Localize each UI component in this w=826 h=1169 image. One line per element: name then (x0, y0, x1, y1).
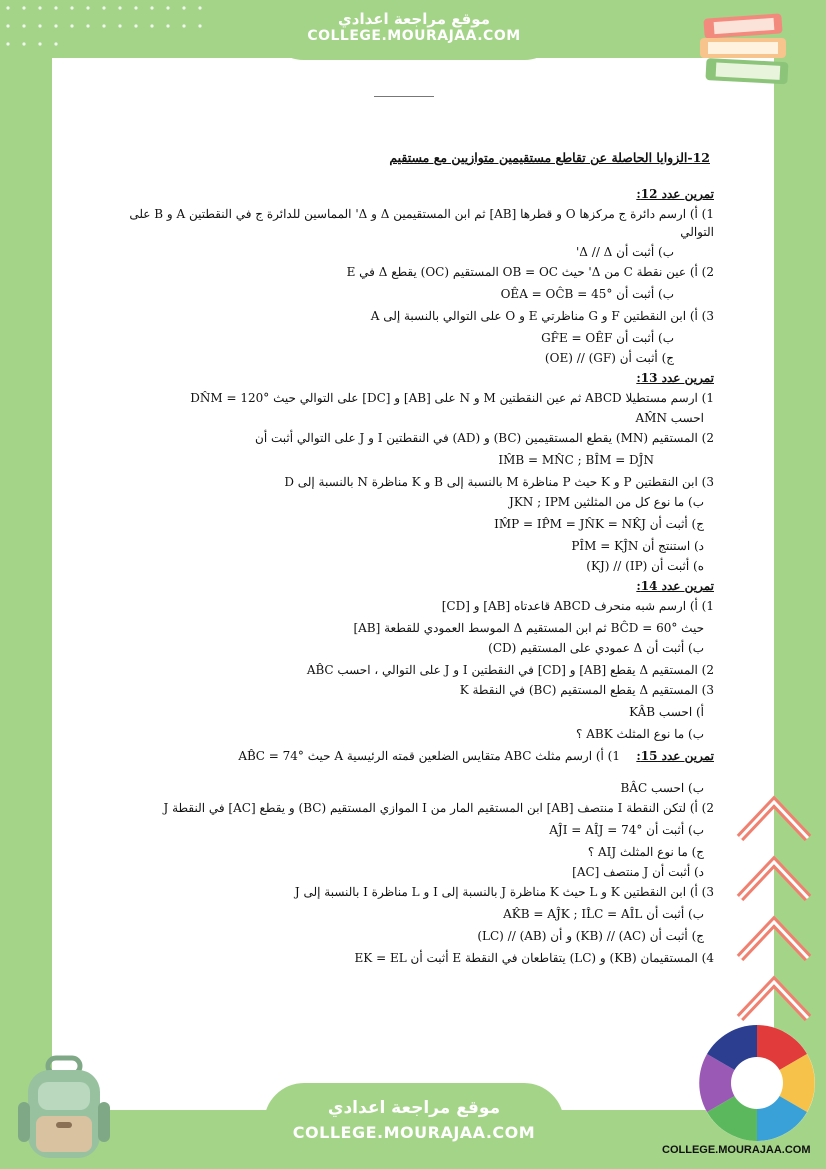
ex14-line: ب) أثبت أن Δ عمودي على المستقيم (CD) (488, 641, 704, 655)
scan-rule (374, 96, 434, 97)
ex12-line: ج) أثبت أن (GF) // (OE) (544, 351, 674, 365)
ex13-line: 2) المستقيم (MN) يقطع المستقيمين (BC) و (AD) في النقطتين I و J على التوالي أثبت أن (255, 431, 714, 445)
ex15-line: د) أثبت أن J منتصف [AC] (572, 865, 704, 879)
logo-url: COLLEGE.MOURAJAA.COM (662, 1144, 811, 1156)
exercise-15-title: تمرين عدد 15: (636, 749, 714, 763)
exercise-13-title: تمرين عدد 13: (636, 371, 714, 385)
ex12-line: 2) أ) عين نقطة C من Δ' حيث OB = OC المستقيم (OC) يقطع Δ في E (346, 265, 714, 279)
ex14-line: 2) المستقيم Δ يقطع [AB] و [CD] في النقطتين I و J على التوالي ، احسب AB̂C (306, 663, 714, 677)
ex13-line: ج) أثبت أن IM̂P = IP̂M = JN̂K = NK̂J (494, 517, 704, 531)
backpack-icon (12, 1052, 116, 1164)
site-url[interactable]: COLLEGE.MOURAJAA.COM (292, 1123, 536, 1142)
books-icon (694, 8, 804, 94)
ex14-line: حيث BĈD = 60° ثم ابن المستقيم Δ الموسط العمودي للقطعة [AB] (353, 621, 704, 635)
exercise-12-title: تمرين عدد 12: (636, 187, 714, 201)
ex15-line: 1) أ) ارسم مثلث ABC متقايس الضلعين قمته الرئيسية A حيث AB̂C = 74° (238, 749, 620, 763)
site-name-ar: موقع مراجعة اعدادي (338, 10, 490, 28)
ex15-line: 2) أ) لتكن النقطة I منتصف [AB] ابن المستقيم المار من I الموازي المستقيم (BC) و يقطع [AC] في النقطة J (163, 801, 714, 815)
ex14-line: أ) احسب KÂB (629, 705, 704, 719)
ex14-line: 3) المستقيم Δ يقطع المستقيم (BC) في النقطة K (459, 683, 714, 697)
chevron-up-icon (734, 790, 814, 1050)
ex14-line: 1) أ) ارسم شبه منحرف ABCD قاعدتاه [AB] و [CD] (441, 599, 714, 613)
ex13-line: ه) أثبت أن (IP) // (KJ) (586, 559, 704, 573)
ex12-line: التوالي (680, 225, 714, 239)
dot-pattern (4, 4, 204, 52)
ex15-line: 3) أ) ابن النقطتين K و L حيث K مناظرة J بالنسبة إلى I و L مناظرة I بالنسبة إلى J (294, 885, 714, 899)
ex12-line: 3) أ) ابن النقطتين F و G مناظرتي E و O على التوالي بالنسبة إلى A (370, 309, 714, 323)
exercise-sheet (94, 88, 714, 978)
ex13-line: ب) ما نوع كل من المثلثين JKN ; IPM (509, 495, 704, 509)
site-name-ar: موقع مراجعة اعدادي (327, 1098, 501, 1118)
section-title: 12-الزوايا الحاصلة عن تقاطع مستقيمين متوازيين مع مستقيم (389, 150, 710, 165)
site-logo-wheel-icon (696, 1022, 818, 1144)
header-banner (264, 0, 564, 60)
ex15-line: ب) أثبت أن AK̂B = AĴK ; IL̂C = AÎL (503, 907, 704, 921)
ex12-line: ب) أثبت أن OÊA = OĈB = 45° (500, 287, 674, 301)
ex13-line: 3) ابن النقطتين P و K حيث P مناظرة M بالنسبة إلى B و K مناظرة N بالنسبة إلى D (284, 475, 714, 489)
ex15-line: 4) المستقيمان (KB) و (LC) يتقاطعان في النقطة E أثبت أن EK = EL (354, 951, 714, 965)
ex13-line: 1) ارسم مستطيلا ABCD ثم عين النقطتين M و N على [AB] و [DC] على التوالي حيث DN̂M = 120° (190, 391, 714, 405)
ex14-line: ب) ما نوع المثلث ABK ؟ (576, 727, 704, 741)
ex12-line: 1) أ) ارسم دائرة ج مركزها O و قطرها [AB] ثم ابن المستقيمين Δ و Δ' المماسين للدائرة ج في النقطتين A و B على (129, 207, 714, 221)
exercise-14-title: تمرين عدد 14: (636, 579, 714, 593)
ex15-line: ج) أثبت أن (AC) // (KB) و أن (AB) // (LC) (477, 929, 704, 943)
ex12-line: ب) أثبت أن Δ // Δ' (575, 245, 674, 259)
footer-banner (264, 1083, 564, 1169)
ex13-line: IM̂B = MN̂C ; BÎM = DĴN (498, 453, 654, 467)
ex15-line: ج) ما نوع المثلث AIJ ؟ (587, 845, 704, 859)
ex15-line: ب) احسب BÂC (620, 781, 704, 795)
site-url[interactable]: COLLEGE.MOURAJAA.COM (307, 28, 521, 44)
ex13-line: د) استنتج أن PÎM = KĴN (571, 539, 704, 553)
ex15-line: ب) أثبت أن AĴI = AÎJ = 74° (549, 823, 704, 837)
ex12-line: ب) أثبت أن GF̂E = OÊF (541, 331, 674, 345)
ex13-line: احسب AM̂N (635, 411, 704, 425)
